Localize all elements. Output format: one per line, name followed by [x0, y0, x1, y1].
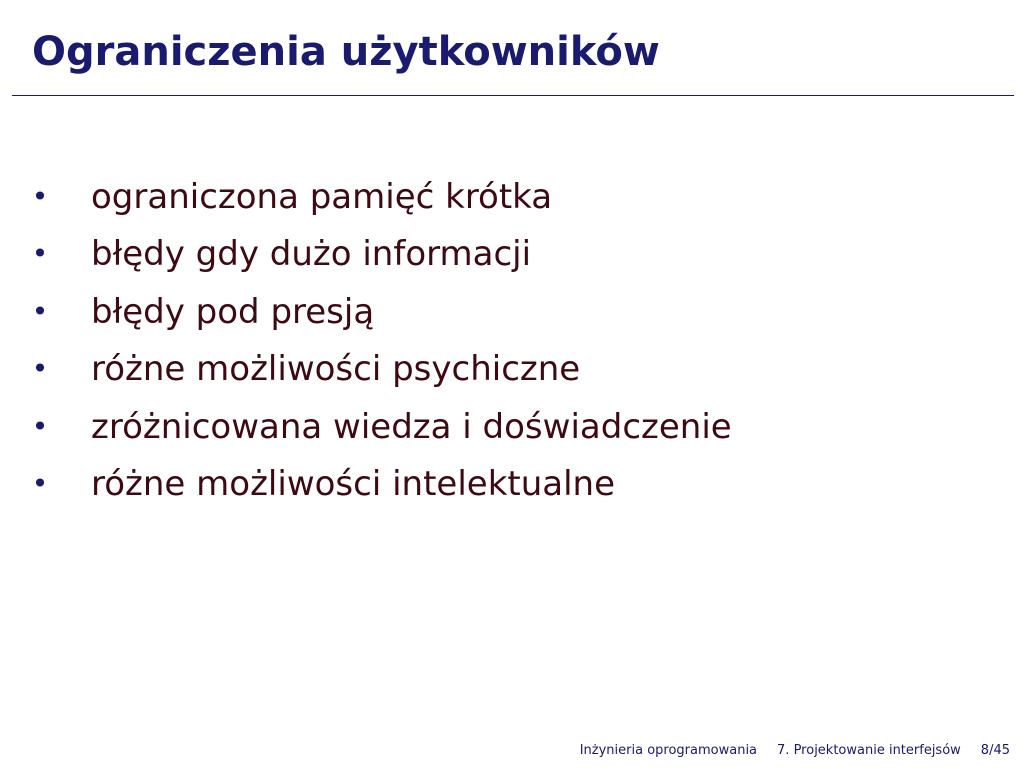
list-item — [30, 456, 616, 514]
bullet-text: różne możliwości psychiczne — [91, 349, 581, 390]
list-item — [30, 398, 732, 456]
bullet-text: błędy gdy dużo informacji — [91, 234, 532, 275]
footer-course: Inżynieria oprogramowania — [579, 743, 758, 758]
bullet-text: błędy pod presją — [91, 291, 375, 332]
title-divider — [12, 95, 1014, 96]
bullet-icon: • — [31, 294, 49, 328]
bullet-icon: • — [31, 179, 49, 213]
list-item — [30, 226, 532, 284]
slide-footer — [580, 743, 1010, 758]
bullet-text: zróżnicowana wiedza i doświadczenie — [91, 406, 732, 447]
slide-title: Ograniczenia użytkowników — [32, 29, 660, 75]
bullet-list — [30, 168, 732, 513]
footer-chapter: 7. Projektowanie interfejsów — [777, 743, 961, 758]
bullet-icon: • — [31, 237, 49, 271]
bullet-icon: • — [31, 352, 49, 386]
list-item — [30, 168, 553, 226]
bullet-icon: • — [31, 409, 49, 443]
list-item — [30, 283, 375, 341]
bullet-icon: • — [31, 467, 49, 501]
bullet-text: ograniczona pamięć krótka — [91, 176, 553, 217]
list-item — [30, 341, 581, 399]
footer-page-number: 8/45 — [980, 743, 1010, 758]
bullet-text: różne możliwości intelektualne — [91, 464, 616, 505]
